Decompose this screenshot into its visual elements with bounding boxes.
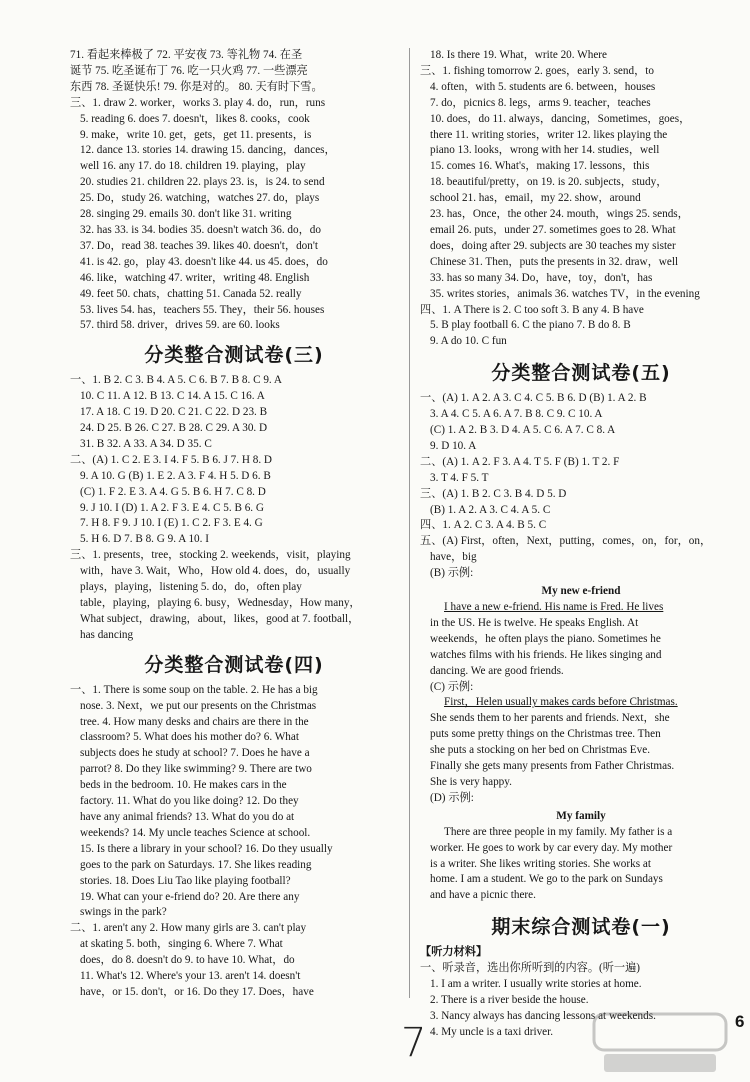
part1-end-block bbox=[70, 48, 398, 96]
essay-line: and have a picnic there. bbox=[430, 889, 536, 902]
text-line: 46. like，watching 47. writer，writing 48. English bbox=[80, 271, 310, 284]
text-line: 9. D 10. A bbox=[430, 439, 477, 452]
text-line: 10. does，do 11. always，dancing，Sometimes，goes， bbox=[430, 112, 691, 125]
text-line: 18. Is there 19. What，write 20. Where bbox=[430, 49, 607, 61]
text-line: beds in the bedroom. 10. He makes cars in the bbox=[80, 779, 287, 792]
text-line: 三、1. draw 2. worker，works 3. play 4. do，run，runs bbox=[70, 96, 326, 109]
essay-line: watches films with his friends. He likes singing and bbox=[430, 648, 662, 661]
text-line: weekends? 14. My uncle teaches Science at school. bbox=[80, 826, 311, 839]
text-line: 37. Do，read 38. teaches 39. likes 40. doesn't，don't bbox=[80, 239, 318, 252]
text-line: tree. 4. How many desks and chairs are there in the bbox=[80, 715, 309, 728]
text-line: 24. D 25. B 26. C 27. B 28. C 29. A 30. D bbox=[80, 422, 268, 435]
text-line: 7. H 8. F 9. J 10. I (E) 1. C 2. F 3. E 4. G bbox=[80, 517, 263, 530]
section-title-test4: 分类整合测试卷(四) bbox=[144, 653, 324, 676]
essay-line: home. I am a student. We go to the park on Sundays bbox=[430, 873, 663, 886]
text-line: 1. I am a writer. I usually write stories at home. bbox=[430, 978, 642, 991]
text-line: 9. A do 10. C fun bbox=[430, 335, 507, 348]
text-line: 20. studies 21. children 22. plays 23. is，is 24. to send bbox=[80, 176, 325, 189]
handwritten-mark: 7 bbox=[401, 1020, 427, 1066]
text-line: 41. is 42. go，play 43. doesn't like 44. us 45. does，do bbox=[80, 255, 328, 268]
text-line: nose. 3. Next，we put our presents on the Christmas bbox=[80, 699, 317, 712]
essay-text: I have a new e-friend. His name is Fred. He lives bbox=[444, 601, 664, 613]
text-line: 四、1. A 2. C 3. A 4. B 5. C bbox=[420, 519, 547, 532]
text-line: classroom? 5. What does his mother do? 6. What bbox=[80, 731, 299, 744]
text-line: 5. H 6. D 7. B 8. G 9. A 10. I bbox=[80, 533, 209, 546]
watermark-logo bbox=[590, 1010, 730, 1076]
essay-line: Finally she gets many presents from Father Christmas. bbox=[430, 760, 675, 773]
text-line: have，or 15. don't，or 16. Do they 17. Does，have bbox=[80, 985, 314, 998]
essay-line: There are three people in my family. My father is a bbox=[444, 825, 673, 838]
section-title-final: 期末综合测试卷(一) bbox=[491, 916, 671, 939]
text-line: does，doing after 29. subjects are 30 teaches my sister bbox=[430, 239, 676, 252]
text-line: 二、(A) 1. C 2. E 3. I 4. F 5. B 6. J 7. H 8. D bbox=[70, 453, 272, 466]
text-line: 4. My uncle is a taxi driver. bbox=[430, 1025, 554, 1038]
text-line: 一、(A) 1. A 2. A 3. C 4. C 5. B 6. D (B) 1. A 2. B bbox=[420, 392, 647, 405]
essay-line: She sends them to her parents and friends. Next，she bbox=[430, 712, 670, 725]
text-line: 15. Is there a library in your school? 16. Do they usually bbox=[80, 842, 333, 855]
text-line: 32. has 33. is 34. bodies 35. doesn't watch 36. do，do bbox=[80, 223, 321, 236]
text-line: 23. has，Once，the other 24. mouth，wings 25. sends， bbox=[430, 208, 689, 221]
text-line: 17. A 18. C 19. D 20. C 21. C 22. D 23. B bbox=[80, 406, 268, 419]
text-line: (B) 1. A 2. A 3. C 4. A 5. C bbox=[430, 503, 551, 516]
text-line: What subject，drawing，about，likes，good at 7. football， bbox=[80, 612, 360, 625]
text-line: 5. B play football 6. C the piano 7. B do 8. B bbox=[430, 319, 631, 332]
essay-line bbox=[420, 600, 742, 616]
text-line: 28. singing 29. emails 30. don't like 31. writing bbox=[80, 208, 292, 221]
text-line: 53. lives 54. has，teachers 55. They，their 56. houses bbox=[80, 303, 325, 316]
text-line: school 21. has，email，my 22. show，around bbox=[430, 192, 641, 205]
essay-line bbox=[420, 695, 742, 711]
instruction-line: 一、听录音，选出你所听到的内容。(听一遍) bbox=[420, 962, 641, 975]
essay-text: First，Helen usually makes cards before Christmas. bbox=[444, 696, 678, 709]
text-line: 3. A 4. C 5. A 6. A 7. B 8. C 9. C 10. A bbox=[430, 408, 603, 421]
text-line: 31. B 32. A 33. A 34. D 35. C bbox=[80, 437, 212, 450]
text-line: 三、(A) 1. B 2. C 3. B 4. D 5. D bbox=[420, 487, 567, 500]
text-line: 三、1. presents，tree，stocking 2. weekends，visit，playing bbox=[70, 549, 351, 562]
text-line: 11. What's 12. Where's your 13. aren't 14. doesn't bbox=[80, 970, 301, 983]
text-line: 9. make，write 10. get，gets，get 11. presents，is bbox=[80, 128, 312, 141]
text-line: have any animal friends? 13. What do you do at bbox=[80, 810, 295, 823]
page-number: 6 bbox=[735, 1012, 745, 1031]
text-line: 5. reading 6. does 7. doesn't，likes 8. cooks，cook bbox=[80, 112, 310, 125]
essay-line: puts some pretty things on the Christmas tree. Then bbox=[430, 728, 661, 741]
text-line: 12. dance 13. stories 14. drawing 15. dancing，dances， bbox=[80, 144, 336, 157]
text-line: 一、1. There is some soup on the table. 2. He has a big bbox=[70, 683, 318, 696]
text-line: 二、(A) 1. A 2. F 3. A 4. T 5. F (B) 1. T 2. F bbox=[420, 455, 620, 468]
text-line: 9. J 10. I (D) 1. A 2. F 3. E 4. C 5. B 6. G bbox=[80, 501, 264, 514]
text-line: 25. Do，study 26. watching，watches 27. do，plays bbox=[80, 192, 320, 205]
text-line: 诞节 75. 吃圣诞布丁 76. 吃一只火鸡 77. 一些漂亮 bbox=[70, 64, 308, 77]
right-column bbox=[420, 48, 745, 1041]
text-line: Chinese 31. Then，puts the presents in 32. draw，well bbox=[430, 255, 679, 268]
text-line: there 11. writing stories，writer 12. likes playing the bbox=[430, 128, 668, 141]
text-line: 三、1. fishing tomorrow 2. goes，early 3. send，to bbox=[420, 64, 654, 77]
text-line: 10. C 11. A 12. B 13. C 14. A 15. C 16. A bbox=[80, 390, 265, 403]
text-line: piano 13. looks，wrong with her 14. studies，well bbox=[430, 144, 660, 157]
section-title-test5: 分类整合测试卷(五) bbox=[491, 362, 671, 385]
text-line: has dancing bbox=[80, 628, 134, 641]
text-line: 35. writes stories，animals 36. watches TV，in the evening bbox=[430, 287, 700, 300]
text-line: 五、(A) First，often，Next，putting，comes，on，for，on， bbox=[420, 535, 712, 548]
text-line: 二、1. aren't any 2. How many girls are 3. can't play bbox=[70, 922, 307, 935]
essay-title: My family bbox=[556, 809, 606, 822]
text-line: 49. feet 50. chats，chatting 51. Canada 52. really bbox=[80, 287, 302, 300]
sample-label: (B) 示例: bbox=[430, 567, 474, 580]
column-divider bbox=[409, 48, 410, 998]
text-line: (C) 1. F 2. E 3. A 4. G 5. B 6. H 7. C 8. D bbox=[80, 485, 266, 498]
text-line: does，do 8. doesn't do 9. to have 10. What，do bbox=[80, 954, 295, 967]
text-line: email 26. puts，under 27. sometimes goes to 28. What bbox=[430, 223, 676, 236]
text-line: parrot? 8. Do they like swimming? 9. There are two bbox=[80, 763, 312, 776]
part1-section-3 bbox=[70, 96, 398, 335]
text-line: at skating 5. both，singing 6. Where 7. What bbox=[80, 938, 283, 951]
test3-answers bbox=[70, 373, 398, 643]
text-line: 3. T 4. F 5. T bbox=[430, 471, 489, 484]
text-line: 15. comes 16. What's，making 17. lessons，this bbox=[430, 160, 650, 173]
text-line: plays，playing，listening 5. do，do，often play bbox=[80, 581, 302, 594]
essay-line: She is very happy. bbox=[430, 775, 512, 788]
text-line: swings in the park? bbox=[80, 906, 167, 919]
text-line: 东西 78. 圣诞快乐! 79. 你是对的。 80. 天有时下雪。 bbox=[70, 80, 323, 93]
essay-line: in the US. He is twelve. He speaks English. At bbox=[430, 616, 639, 629]
text-line: (C) 1. A 2. B 3. D 4. A 5. C 6. A 7. C 8. A bbox=[430, 424, 616, 437]
text-line: goes to the park on Saturdays. 17. She likes reading bbox=[80, 858, 312, 871]
text-line: 57. third 58. driver，drives 59. are 60. looks bbox=[80, 319, 280, 332]
test5-answers bbox=[420, 391, 742, 904]
text-line: factory. 11. What do you like doing? 12. Do they bbox=[80, 795, 299, 808]
text-line: table，playing，playing 6. busy，Wednesday，How many， bbox=[80, 597, 361, 609]
essay-line: she puts a stocking on her bed on Christmas Eve. bbox=[430, 744, 650, 757]
text-line: subjects does he study at school? 7. Does he have a bbox=[80, 747, 310, 760]
text-line: stories. 18. Does Liu Tao like playing football? bbox=[80, 874, 291, 887]
text-line: 3. Nancy always has dancing lessons at weekends. bbox=[430, 1009, 656, 1022]
section-title-test3: 分类整合测试卷(三) bbox=[144, 344, 324, 367]
text-line: 4. often，with 5. students are 6. between，houses bbox=[430, 80, 656, 93]
text-line: have，big bbox=[430, 551, 477, 564]
text-line: 一、1. B 2. C 3. B 4. A 5. C 6. B 7. B 8. C 9. A bbox=[70, 374, 282, 387]
text-line: 9. A 10. G (B) 1. E 2. A 3. F 4. H 5. D 6. B bbox=[80, 469, 271, 482]
essay-line: worker. He goes to work by car every day. My mother bbox=[430, 841, 673, 854]
test4-continued bbox=[420, 48, 742, 350]
essay-line: is a writer. She likes writing stories. She works at bbox=[430, 857, 651, 870]
text-line: with，have 3. Wait，Who，How old 4. does，do，usually bbox=[80, 565, 351, 578]
text-line: 四、1. A There is 2. C too soft 3. B any 4. B have bbox=[420, 303, 644, 316]
text-line: well 16. any 17. do 18. children 19. playing，play bbox=[80, 160, 306, 173]
text-line: 7. do，picnics 8. legs，arms 9. teacher，teaches bbox=[430, 96, 651, 109]
text-line: 18. beautiful/pretty，on 19. is 20. subjects，study， bbox=[430, 176, 668, 189]
essay-line: weekends，he often plays the piano. Sometimes he bbox=[430, 632, 661, 645]
essay-title: My new e-friend bbox=[541, 585, 621, 598]
essay-line: dancing. We are good friends. bbox=[430, 664, 564, 677]
left-column bbox=[70, 48, 398, 1001]
sample-label: (C) 示例: bbox=[430, 680, 474, 693]
text-line: 19. What can your e-friend do? 20. Are there any bbox=[80, 890, 300, 903]
sample-label: (D) 示例: bbox=[430, 791, 474, 804]
test4-answers bbox=[70, 683, 398, 1001]
text-line: 2. There is a river beside the house. bbox=[430, 993, 589, 1006]
listening-label: 【听力材料】 bbox=[420, 946, 488, 959]
text-line: 71. 看起来棒极了 72. 平安夜 73. 等礼物 74. 在圣 bbox=[70, 49, 303, 61]
text-line: 33. has so many 34. Do，have，toy，don't，has bbox=[430, 271, 653, 284]
